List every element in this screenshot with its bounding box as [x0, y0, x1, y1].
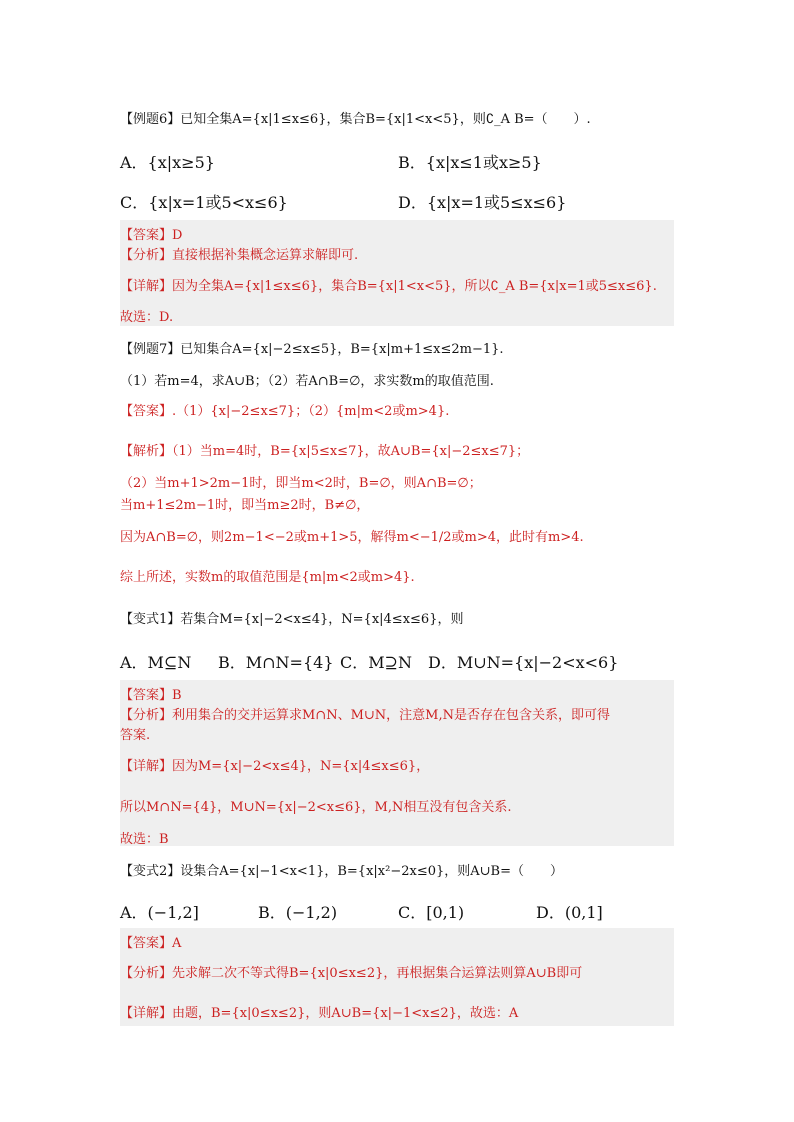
- variant1-choice: 故选：B: [120, 832, 169, 847]
- variant1-analysis-line2: 答案.: [120, 728, 151, 743]
- example6-option-c: C．{x|x=1或5<x≤6}: [120, 193, 288, 212]
- example6-option-b: B．{x|x≤1或x≥5}: [398, 153, 542, 172]
- example6-analysis: 【分析】直接根据补集概念运算求解即可.: [120, 248, 359, 263]
- example6-choice: 故选：D.: [120, 310, 174, 325]
- variant1-option-a: A．M⊆N: [120, 653, 192, 672]
- variant1-detail-line1: 【详解】因为M={x|−2<x≤4}，N={x|4≤x≤6}，: [120, 759, 430, 774]
- variant1-answer: 【答案】B: [120, 688, 182, 703]
- variant2-option-a: A．(−1,2]: [120, 903, 199, 922]
- variant2-option-d: D．(0,1]: [536, 903, 603, 922]
- variant2-option-b: B．(−1,2): [258, 903, 338, 922]
- variant1-option-c: C．M⊇N: [340, 653, 413, 672]
- example6-option-a: A．{x|x≥5}: [120, 153, 215, 172]
- example7-solution-3: 当m+1≤2m−1时，即当m≥2时，B≠∅，: [120, 498, 370, 513]
- variant1-question: 【变式1】若集合M={x|−2<x≤4}，N={x|4≤x≤6}，则: [120, 612, 464, 627]
- variant2-analysis: 【分析】先求解二次不等式得B={x|0≤x≤2}，再根据集合运算法则算A∪B即可: [120, 966, 583, 981]
- example6-question: 【例题6】已知全集A={x|1≤x≤6}，集合B={x|1<x<5}，则∁_A B=（ ）.: [120, 112, 591, 127]
- example7-solution-1: 【解析】（1）当m=4时，B={x|5≤x≤7}，故A∪B={x|−2≤x≤7}；: [120, 444, 530, 459]
- example7-solution-2: （2）当m+1>2m−1时，即当m<2时，B=∅，则A∩B=∅；: [120, 476, 482, 491]
- variant1-analysis-line1: 【分析】利用集合的交并运算求M∩N、M∪N，注意M,N是否存在包含关系，即可得: [120, 708, 610, 723]
- variant1-option-b: B．M∩N={4}: [218, 653, 334, 672]
- example6-solution-box: [120, 220, 674, 326]
- example6-answer: 【答案】D: [120, 228, 183, 243]
- variant2-option-c: C．[0,1): [398, 903, 465, 922]
- variant2-detail: 【详解】由题，B={x|0≤x≤2}，则A∪B={x|−1<x≤2}，故选：A: [120, 1006, 519, 1021]
- example7-question: 【例题7】已知集合A={x|−2≤x≤5}，B={x|m+1≤x≤2m−1}.: [120, 342, 504, 357]
- variant1-option-d: D．M∪N={x|−2<x<6}: [428, 653, 619, 672]
- variant2-question: 【变式2】设集合A={x|−1<x<1}，B={x|x²−2x≤0}，则A∪B=（ ）: [120, 864, 563, 879]
- example6-detail: 【详解】因为全集A={x|1≤x≤6}，集合B={x|1<x<5}，所以∁_A B={x|x=1或5≤x≤6}.: [120, 279, 657, 294]
- example6-option-d: D．{x|x=1或5≤x≤6}: [398, 193, 567, 212]
- variant1-detail-line2: 所以M∩N={4}，M∪N={x|−2<x≤6}，M,N相互没有包含关系.: [120, 800, 512, 815]
- example7-solution-4: 因为A∩B=∅，则2m−1<−2或m+1>5，解得m<−1/2或m>4，此时有m>4.: [120, 530, 584, 545]
- example7-solution-5: 综上所述，实数m的取值范围是{m|m<2或m>4}.: [120, 570, 415, 585]
- example7-subquestions: （1）若m=4，求A∪B；（2）若A∩B=∅，求实数m的取值范围.: [120, 374, 494, 389]
- variant2-answer: 【答案】A: [120, 936, 182, 951]
- example7-answer: 【答案】.（1）{x|−2≤x≤7}；（2）{m|m<2或m>4}.: [120, 404, 450, 419]
